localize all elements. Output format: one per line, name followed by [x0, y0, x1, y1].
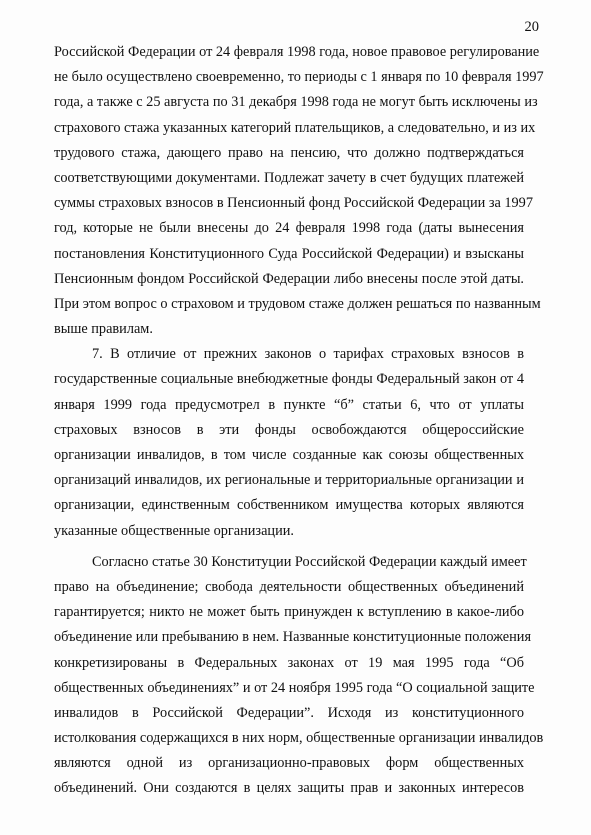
- text-line: трудового стажа, дающего право на пенсию, что должно подтверждаться: [54, 144, 524, 161]
- text-line: государственные социальные внебюджетные фонды Федеральный закон от 4: [54, 371, 524, 388]
- text-line: соответствующими документами. Подлежат зачету в счет будущих платежей: [54, 169, 524, 186]
- text-line: января 1999 года предусмотрел в пункте “б” статьи 6, что от уплаты: [54, 396, 524, 413]
- text-line: истолкования содержащихся в них норм, общественные организации инвалидов: [54, 730, 544, 747]
- text-line: страховых взносов в эти фонды освобождаются общероссийские: [54, 421, 524, 438]
- text-line: объединение или пребыванию в нем. Названные конституционные положения: [54, 629, 532, 646]
- text-line: Согласно статье 30 Конституции Российской Федерации каждый имеет: [92, 553, 527, 570]
- text-line: страхового стажа указанных категорий плательщиков, а следовательно, и из их: [54, 119, 536, 136]
- text-line: постановления Конституционного Суда Российской Федерации) и взысканы: [54, 245, 524, 262]
- text-line: организации инвалидов, в том числе созданные как союзы общественных: [54, 447, 524, 463]
- text-line: 7. В отличие от прежних законов о тарифах страховых взносов в: [92, 346, 524, 363]
- text-line: год, которые не были внесены до 24 февраля 1998 года (даты вынесения: [54, 220, 524, 237]
- body-text: [54, 40, 544, 802]
- text-line: года, а также с 25 августа по 31 декабря 1998 года не могут быть исключены из: [54, 94, 538, 111]
- text-line: общественных объединениях” и от 24 ноября 1995 года “О социальной защите: [54, 679, 535, 696]
- text-line: являются одной из организационно-правовых форм общественных: [54, 755, 524, 772]
- page-number: 20: [524, 19, 539, 35]
- text-line: суммы страховых взносов в Пенсионный фонд Российской Федерации за 1997: [54, 195, 533, 212]
- text-line: При этом вопрос о страховом и трудовом стаже должен решаться по названным: [54, 295, 541, 312]
- text-line: инвалидов в Российской Федерации”. Исходя из конституционного: [54, 704, 524, 721]
- text-line: выше правилам.: [54, 321, 153, 338]
- text-line: право на объединение; свобода деятельности общественных объединений: [54, 578, 524, 595]
- text-line: не было осуществлено своевременно, то периоды с 1 января по 10 февраля 1997: [54, 69, 544, 86]
- text-line: Российской Федерации от 24 февраля 1998 года, новое правовое регулирование: [54, 44, 540, 60]
- text-line: гарантируется; никто не может быть принужден к вступлению в какое-либо: [54, 604, 524, 621]
- text-line: объединений. Они создаются в целях защиты прав и законных интересов: [54, 780, 524, 797]
- text-line: конкретизированы в Федеральных законах от 19 мая 1995 года “Об: [54, 654, 524, 671]
- text-line: указанные общественные организации.: [54, 522, 294, 539]
- text-line: Пенсионным фондом Российской Федерации либо внесены после этой даты.: [54, 270, 524, 287]
- text-line: организации, единственным собственником имущества которых являются: [54, 497, 524, 514]
- text-line: организаций инвалидов, их региональные и территориальные организации и: [54, 472, 524, 489]
